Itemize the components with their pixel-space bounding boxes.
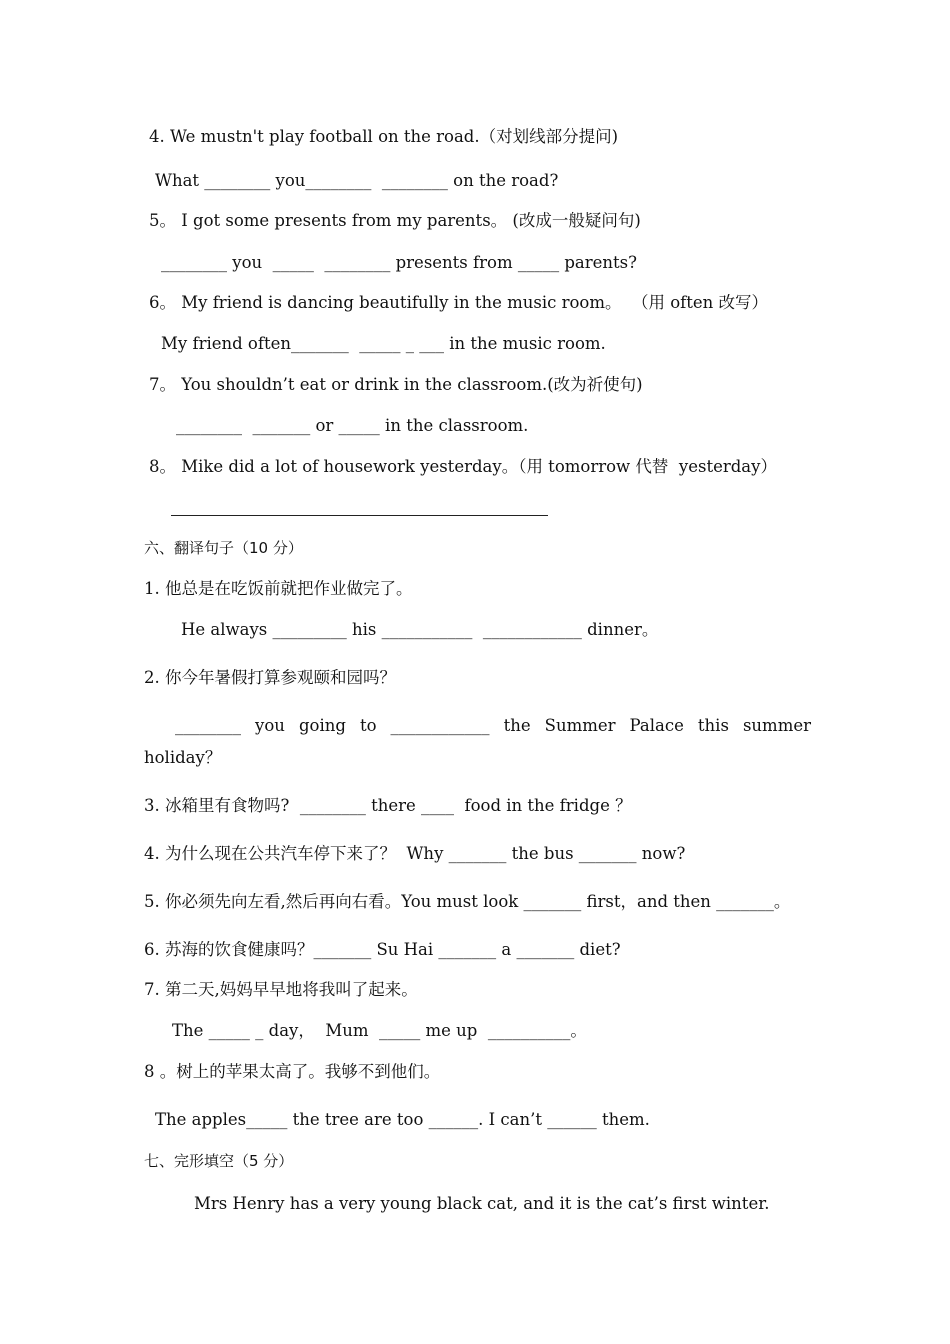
translation-3: 3. 冰箱里有食物吗? ________ there ____ food in the fridge ？ <box>144 796 632 815</box>
translation-4: 4. 为什么现在公共汽车停下来了？ Why _______ the bus _______ now? <box>144 844 686 863</box>
question-8-prompt: 8。 Mike did a lot of housework yesterday。（用 tomorrow 代替 yesterday） <box>149 457 777 476</box>
translation-6: 6. 苏海的饮食健康吗？_______ Su Hai _______ a _______ diet? <box>144 940 621 959</box>
question-6-answer-line: My friend often_______ _____ _ ___ in the music room. <box>161 334 606 353</box>
section-6-heading: 六、翻译句子（10 分） <box>144 539 303 557</box>
question-8-answer-rule <box>171 515 548 516</box>
translation-8-prompt: 8 。树上的苹果太高了。我够不到他们。 <box>144 1062 441 1081</box>
question-6-prompt: 6。 My friend is dancing beautifully in the music room。 （用 often 改写） <box>149 293 769 312</box>
translation-2-answer-continued: holiday？ <box>144 748 222 767</box>
translation-1-answer-line: He always _________ his ___________ ____________ dinner。 <box>181 620 659 639</box>
question-5-answer-line: ________ you _____ ________ presents from _____ parents? <box>161 253 637 272</box>
translation-7-prompt: 7. 第二天,妈妈早早地将我叫了起来。 <box>144 980 418 999</box>
translation-2-prompt: 2. 你今年暑假打算参观颐和园吗？ <box>144 668 396 687</box>
translation-8-answer-line: The apples_____ the tree are too ______. I can’t ______ them. <box>155 1110 650 1129</box>
question-4-prompt: 4. We mustn't play football on the road.（对划线部分提问) <box>149 127 619 146</box>
question-5-prompt: 5。 I got some presents from my parents。 (改成一般疑问句) <box>149 211 641 230</box>
translation-7-answer-line: The _____ _ day， Mum _____ me up __________。 <box>172 1021 587 1040</box>
section-7-heading: 七、完形填空（5 分） <box>144 1152 294 1170</box>
translation-5: 5. 你必须先向左看,然后再向右看。You must look _______ first，and then _______。 <box>144 892 791 911</box>
cloze-passage-first-line: Mrs Henry has a very young black cat, and it is the cat’s first winter. <box>194 1194 770 1213</box>
question-7-prompt: 7。 You shouldn’t eat or drink in the classroom.(改为祈使句) <box>149 375 643 394</box>
translation-1-prompt: 1. 他总是在吃饭前就把作业做完了。 <box>144 579 413 598</box>
question-4-answer-line: What ________ you________ ________ on the road? <box>155 171 559 190</box>
translation-2-answer-line: ________ you going to ____________ the Summer Palace this summer <box>175 716 811 735</box>
question-7-answer-line: ________ _______ or _____ in the classroom. <box>176 416 529 435</box>
